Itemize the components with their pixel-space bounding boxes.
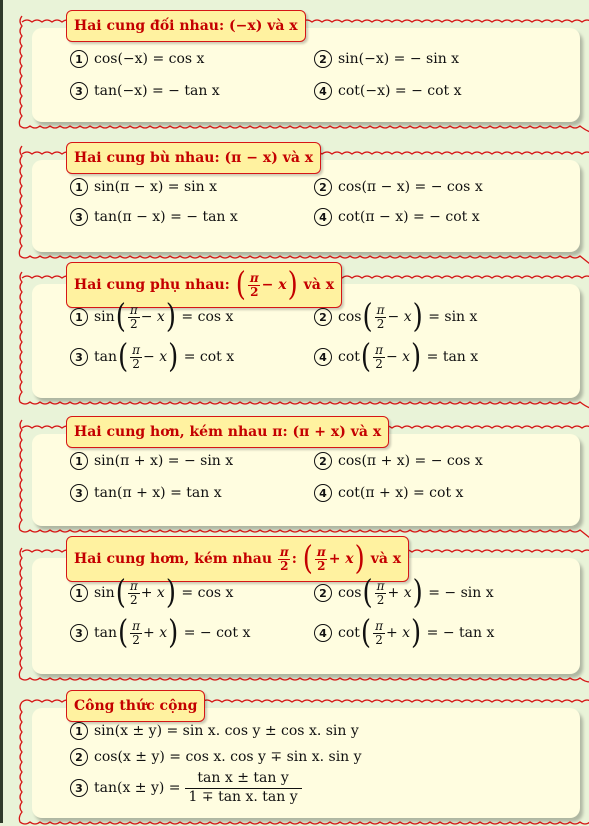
formula-3: 3 tan ( $\frac{\pi}{2}$ − x ) = cot x [70, 344, 234, 370]
formula-1: 1 sin ( $\frac{\pi}{2}$ + x ) = cos x [70, 580, 233, 606]
formula-4: 4 cot(π − x) = − cot x [314, 208, 480, 226]
formula-3: 3 tan(x ± y) = $\frac{\text{tan x ± tan y}}{\text{1 ∓ tan x. tan y}}$ [70, 770, 302, 806]
section-title: Hai cung bù nhau: (π − x) và x [66, 142, 321, 174]
section-title: Công thức cộng [66, 690, 205, 722]
section-title: Hai cung phụ nhau: ( $\frac{\pi}{2}$ − x ) và x [66, 262, 342, 308]
section-supplementary-angles [32, 142, 580, 252]
formula-1: 1 sin(π + x) = − sin x [70, 452, 233, 470]
section-addition-formulas [32, 690, 580, 818]
section-title: Hai cung đối nhau: (−x) và x [66, 10, 306, 42]
formula-2: 2 cos(π + x) = − cos x [314, 452, 483, 470]
section-complementary-angles [32, 266, 580, 398]
formula-1: 1 sin ( $\frac{\pi}{2}$ − x ) = cos x [70, 304, 233, 330]
formula-1: 1 sin(π − x) = sin x [70, 178, 217, 196]
formula-2: 2 cos(π − x) = − cos x [314, 178, 483, 196]
formula-4: 4 cot ( $\frac{\pi}{2}$ − x ) = tan x [314, 344, 478, 370]
left-edge-bar [0, 0, 3, 823]
formula-2: 2 sin(−x) = − sin x [314, 50, 459, 68]
section-half-pi-shift [32, 540, 580, 674]
section-pi-shift [32, 416, 580, 526]
section-title: Hai cung hơn, kém nhau π: (π + x) và x [66, 416, 389, 448]
formula-4: 4 cot(−x) = − cot x [314, 82, 462, 100]
formula-2: 2 cos ( $\frac{\pi}{2}$ − x ) = sin x [314, 304, 477, 330]
formula-2: 2 cos(x ± y) = cos x. cos y ∓ sin x. sin y [70, 748, 362, 766]
formula-3: 3 tan(π + x) = tan x [70, 484, 222, 502]
section-title: Hai cung hơm, kém nhau $\frac{\pi}{2}$ : ( $\frac{\pi}{2}$ + x ) và x [66, 536, 409, 582]
formula-2: 2 cos ( $\frac{\pi}{2}$ + x ) = − sin x [314, 580, 494, 606]
formula-3: 3 tan ( $\frac{\pi}{2}$ + x ) = − cot x [70, 620, 250, 646]
formula-4: 4 cot ( $\frac{\pi}{2}$ + x ) = − tan x [314, 620, 494, 646]
section-opposite-angles [32, 10, 580, 122]
formula-4: 4 cot(π + x) = cot x [314, 484, 463, 502]
formula-3: 3 tan(π − x) = − tan x [70, 208, 238, 226]
formula-1: 1 sin(x ± y) = sin x. cos y ± cos x. sin y [70, 722, 359, 740]
formula-3: 3 tan(−x) = − tan x [70, 82, 220, 100]
formula-1: 1 cos(−x) = cos x [70, 50, 204, 68]
